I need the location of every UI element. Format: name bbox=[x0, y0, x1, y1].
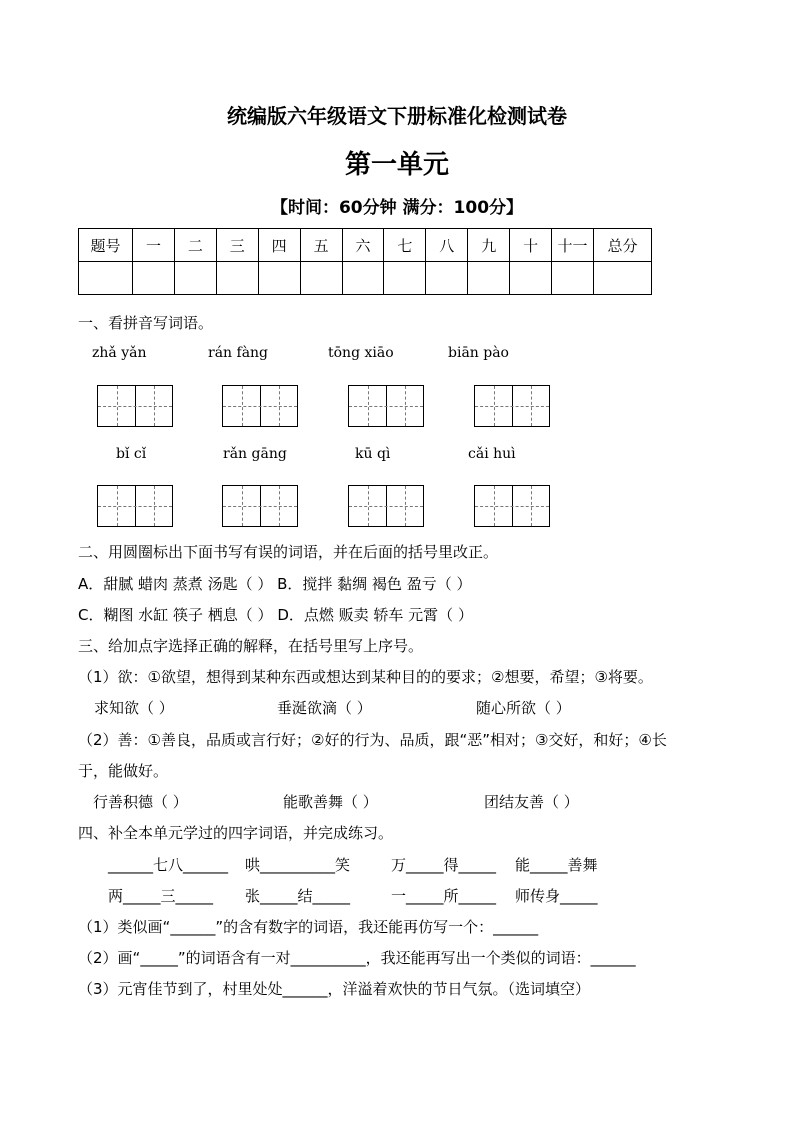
score-header-cell: 六 bbox=[342, 229, 384, 262]
score-entry-cell[interactable] bbox=[552, 262, 594, 295]
score-header-cell: 三 bbox=[216, 229, 258, 262]
score-header-cell: 四 bbox=[258, 229, 300, 262]
q4-sub-question: （1）类似画“______”的含有数字的词语，我还能再仿写一个：______ bbox=[78, 918, 539, 936]
q3-item: 行善积德（ ） bbox=[93, 793, 188, 811]
q3-heading: 三、给加点字选择正确的解释，在括号里写上序号。 bbox=[78, 637, 424, 655]
score-header-cell: 十一 bbox=[552, 229, 594, 262]
score-table-header-row bbox=[79, 229, 652, 262]
q4-sub-question: （2）画“_____”的词语含有一对__________，我还能再写出一个类似的词语：______ bbox=[78, 949, 636, 967]
q2-heading: 二、用圆圈标出下面书写有误的词语，并在后面的括号里改正。 bbox=[78, 543, 499, 561]
writing-grid[interactable] bbox=[222, 385, 298, 427]
pinyin-label: cǎi huì bbox=[468, 446, 516, 462]
score-entry-cell[interactable] bbox=[258, 262, 300, 295]
score-header-cell: 题号 bbox=[79, 229, 133, 262]
score-entry-cell[interactable] bbox=[510, 262, 552, 295]
q3-item: 垂涎欲滴（ ） bbox=[277, 699, 372, 717]
score-header-cell: 七 bbox=[384, 229, 426, 262]
q4-sub-question: （3）元宵佳节到了，村里处处______，洋溢着欢快的节日气氛。（选词填空） bbox=[78, 980, 591, 998]
q4-idiom-blank: 张_____结_____ bbox=[245, 887, 351, 905]
unit-title: 第一单元 bbox=[344, 150, 449, 180]
writing-grid[interactable] bbox=[348, 385, 424, 427]
score-table bbox=[78, 228, 652, 295]
writing-grid[interactable] bbox=[474, 485, 550, 527]
q3-definition-2-cont: 于，能做好。 bbox=[78, 762, 169, 780]
pinyin-label: rán fàng bbox=[208, 345, 269, 361]
pinyin-label: zhǎ yǎn bbox=[92, 345, 147, 361]
exam-title: 统编版六年级语文下册标准化检测试卷 bbox=[227, 104, 567, 128]
score-entry-cell[interactable] bbox=[216, 262, 258, 295]
pinyin-label: bǐ cǐ bbox=[116, 446, 147, 462]
writing-grid[interactable] bbox=[97, 385, 173, 427]
score-entry-cell[interactable] bbox=[300, 262, 342, 295]
q4-idiom-blank: 哄__________笑 bbox=[245, 856, 351, 874]
q2-options-ab: A．甜腻 蜡肉 蒸煮 汤匙（ ） B．搅拌 黏绸 褐色 盈亏（ ） bbox=[78, 575, 472, 593]
q3-definition-1: （1）欲：①欲望，想得到某种东西或想达到某种目的的要求；②想要，希望；③将要。 bbox=[78, 668, 653, 686]
score-header-cell: 二 bbox=[174, 229, 216, 262]
pinyin-label: kū qì bbox=[355, 446, 391, 462]
score-header-cell: 总分 bbox=[594, 229, 652, 262]
q4-idiom-blank: 一_____所_____ bbox=[391, 887, 497, 905]
q4-idiom-blank: 师传身_____ bbox=[515, 887, 598, 905]
q3-item: 求知欲（ ） bbox=[94, 699, 174, 717]
score-entry-cell[interactable] bbox=[342, 262, 384, 295]
pinyin-label: rǎn gāng bbox=[223, 446, 287, 462]
exam-meta: 【时间：60分钟 满分：100分】 bbox=[270, 198, 524, 218]
q4-idiom-blank: 两_____三_____ bbox=[108, 887, 214, 905]
q3-item: 团结友善（ ） bbox=[484, 793, 579, 811]
writing-grid[interactable] bbox=[348, 485, 424, 527]
score-header-cell: 八 bbox=[426, 229, 468, 262]
score-entry-cell[interactable] bbox=[133, 262, 175, 295]
score-table-entry-row bbox=[79, 262, 652, 295]
score-entry-cell[interactable] bbox=[384, 262, 426, 295]
writing-grid[interactable] bbox=[97, 485, 173, 527]
score-entry-cell[interactable] bbox=[594, 262, 652, 295]
q1-heading: 一、看拼音写词语。 bbox=[78, 314, 214, 332]
score-entry-cell[interactable] bbox=[174, 262, 216, 295]
score-header-cell: 九 bbox=[468, 229, 510, 262]
writing-grid[interactable] bbox=[474, 385, 550, 427]
score-entry-cell[interactable] bbox=[79, 262, 133, 295]
q4-idiom-blank: ______七八______ bbox=[108, 856, 229, 874]
q4-heading: 四、补全本单元学过的四字词语，并完成练习。 bbox=[78, 824, 394, 842]
pinyin-label: biān pào bbox=[448, 345, 509, 361]
pinyin-label: tōng xiāo bbox=[328, 345, 394, 361]
q3-item: 能歌善舞（ ） bbox=[283, 793, 378, 811]
score-entry-cell[interactable] bbox=[468, 262, 510, 295]
score-header-cell: 十 bbox=[510, 229, 552, 262]
writing-grid[interactable] bbox=[222, 485, 298, 527]
q3-definition-2: （2）善：①善良，品质或言行好；②好的行为、品质，跟“恶”相对；③交好，和好；④长 bbox=[78, 731, 667, 749]
score-entry-cell[interactable] bbox=[426, 262, 468, 295]
q3-item: 随心所欲（ ） bbox=[476, 699, 571, 717]
score-header-cell: 一 bbox=[133, 229, 175, 262]
q2-options-cd: C．糊图 水缸 筷子 栖息（ ） D．点燃 贩卖 轿车 元霄（ ） bbox=[78, 606, 473, 624]
score-header-cell: 五 bbox=[300, 229, 342, 262]
q4-idiom-blank: 能_____善舞 bbox=[515, 856, 598, 874]
q4-idiom-blank: 万_____得_____ bbox=[391, 856, 497, 874]
